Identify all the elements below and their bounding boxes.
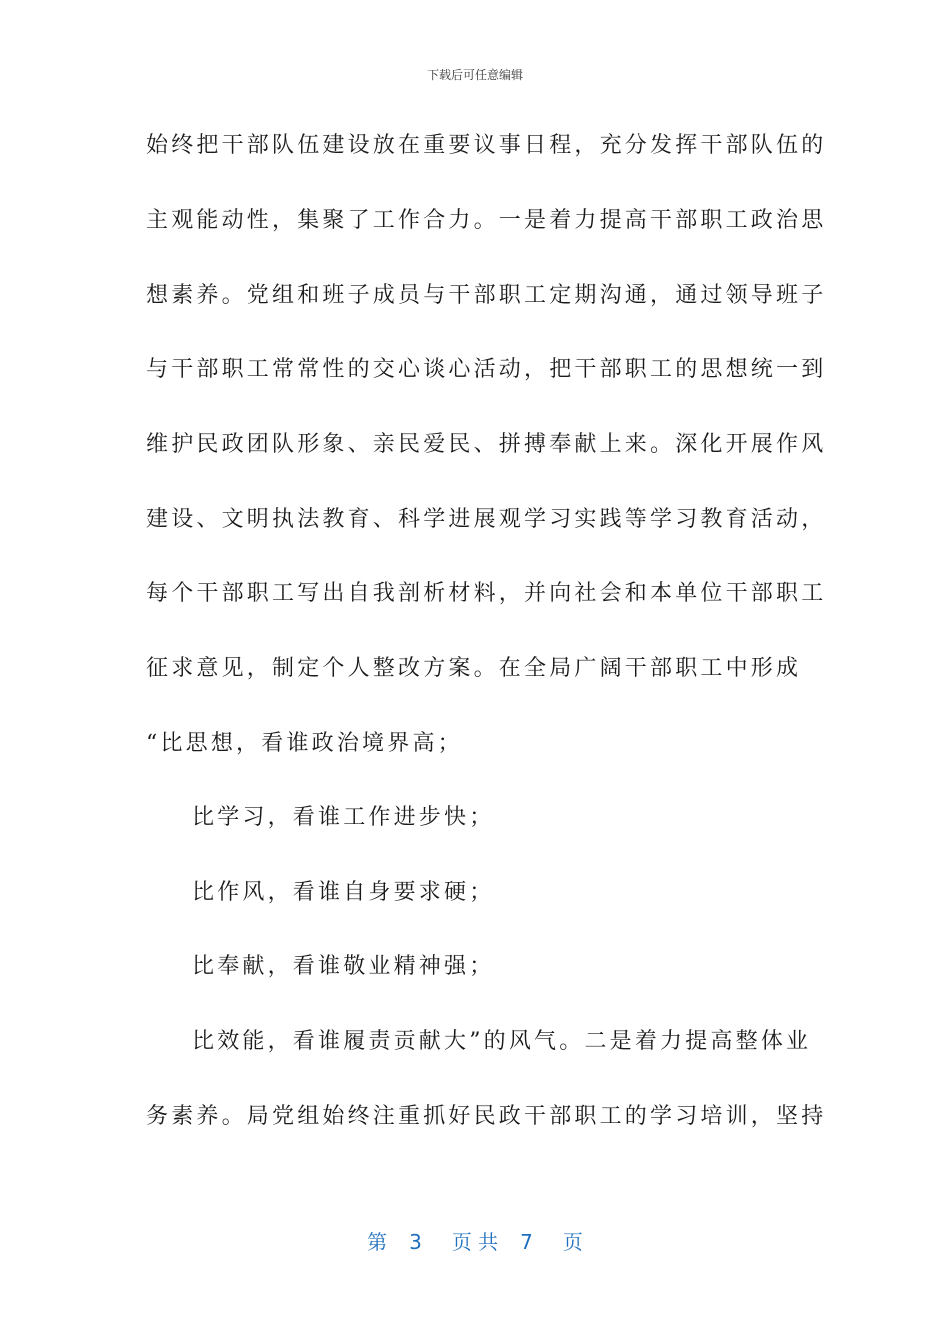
footer-current-page: 3 [409, 1230, 422, 1254]
body-line-11: 比作风，看谁自身要求硬； [192, 880, 495, 905]
body-line-14: 务素养。局党组始终注重抓好民政干部职工的学习培训，坚持 [146, 1104, 827, 1129]
footer-suffix: 页 [562, 1230, 583, 1254]
body-line-2: 主观能动性，集聚了工作合力。一是着力提高干部职工政治思 [146, 208, 827, 233]
body-line-6: 建设、文明执法教育、科学进展观学习实践等学习教育活动， [146, 507, 827, 532]
page-header-note: 下载后可任意编辑 [426, 68, 523, 82]
footer-total-pages: 7 [520, 1230, 533, 1254]
footer-middle: 页 共 [451, 1230, 499, 1254]
body-line-8: 征求意见，制定个人整改方案。在全局广阔干部职工中形成 [146, 656, 802, 681]
body-line-13: 比效能，看谁履责贡献大”的风气。二是着力提高整体业 [192, 1029, 812, 1054]
page-footer [0, 1226, 950, 1255]
body-line-3: 想素养。党组和班子成员与干部职工定期沟通，通过领导班子 [146, 283, 827, 308]
body-line-1: 始终把干部队伍建设放在重要议事日程，充分发挥干部队伍的 [146, 133, 827, 158]
body-line-12: 比奉献，看谁敬业精神强； [192, 954, 495, 979]
body-line-4: 与干部职工常常性的交心谈心活动，把干部职工的思想统一到 [146, 357, 827, 382]
body-line-5: 维护民政团队形象、亲民爱民、拼搏奉献上来。深化开展作风 [146, 432, 827, 457]
footer-prefix: 第 [367, 1230, 388, 1254]
body-line-9: “比思想，看谁政治境界高； [146, 731, 463, 756]
body-line-7: 每个干部职工写出自我剖析材料，并向社会和本单位干部职工 [146, 581, 827, 606]
body-line-10: 比学习，看谁工作进步快； [192, 805, 495, 830]
